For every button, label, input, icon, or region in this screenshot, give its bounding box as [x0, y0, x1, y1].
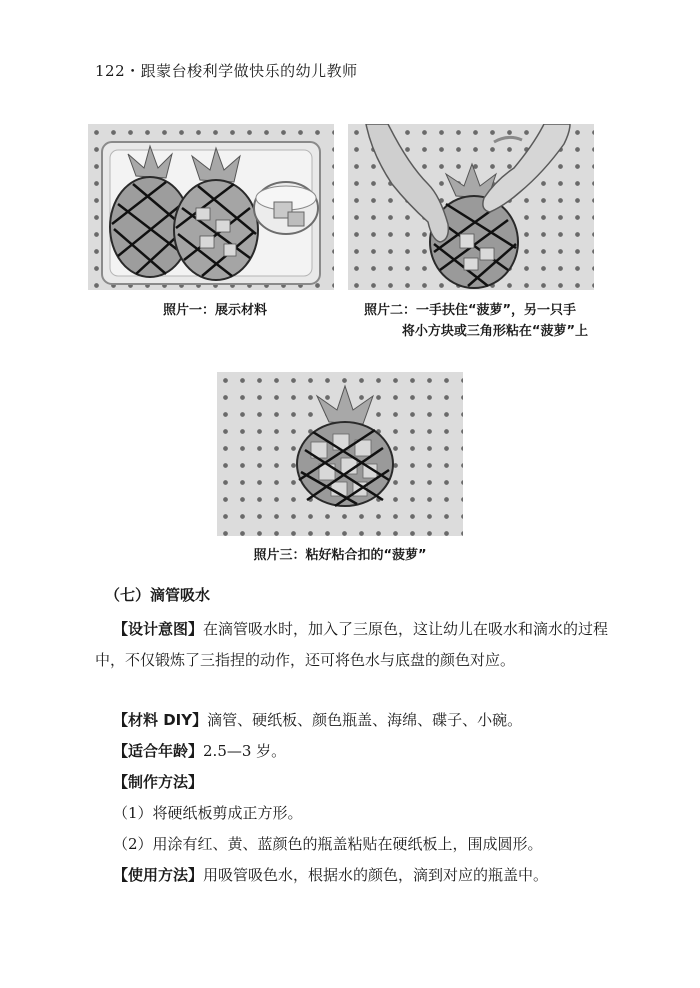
usage-label: 【使用方法】	[113, 866, 204, 884]
design-intent-text: 在滴管吸水时，加入了三原色，这让幼儿在吸水和滴水的过程中，不仅锻炼了三指捏的动作，还可将色水与底盘的颜色对应。	[95, 620, 609, 669]
pineapple-tray-image	[88, 124, 334, 290]
photo-caption-3: 照片三：粘好粘合扣的“菠萝”	[253, 548, 427, 563]
usage-paragraph	[95, 860, 615, 891]
age-label: 【适合年龄】	[113, 742, 204, 760]
photo-finished-pineapple	[217, 372, 463, 536]
photo-caption-2	[340, 300, 600, 342]
section-title: （七）滴管吸水	[105, 586, 211, 604]
step-2: （2）用涂有红、黄、蓝颜色的瓶盖粘贴在硬纸板上，围成圆形。	[113, 835, 543, 853]
method-paragraph	[95, 767, 615, 798]
design-intent-label: 【设计意图】	[113, 620, 204, 638]
finished-pineapple-image	[217, 372, 463, 536]
materials-label: 【材料 DIY】	[113, 711, 208, 729]
hands-pineapple-image	[348, 124, 594, 290]
method-label: 【制作方法】	[113, 773, 204, 791]
usage-text: 用吸管吸色水，根据水的颜色，滴到对应的瓶盖中。	[203, 866, 549, 884]
photo-caption-2-line1: 照片二：一手扶住“菠萝”，另一只手	[363, 303, 577, 318]
design-intent-paragraph	[95, 614, 615, 676]
page-header: 122・跟蒙台梭利学做快乐的幼儿教师	[95, 62, 358, 80]
age-paragraph	[95, 736, 615, 767]
materials-text: 滴管、硬纸板、颜色瓶盖、海绵、碟子、小碗。	[207, 711, 523, 729]
materials-paragraph	[95, 705, 615, 736]
age-text: 2.5—3 岁。	[203, 742, 287, 760]
photo-placing-pieces	[348, 124, 594, 290]
photo-caption-2-line2: 将小方块或三角形粘在“菠萝”上	[401, 324, 588, 339]
photo-display-materials	[88, 124, 334, 290]
photo-caption-1: 照片一：展示材料	[162, 303, 267, 318]
step-1: （1）将硬纸板剪成正方形。	[113, 804, 303, 822]
